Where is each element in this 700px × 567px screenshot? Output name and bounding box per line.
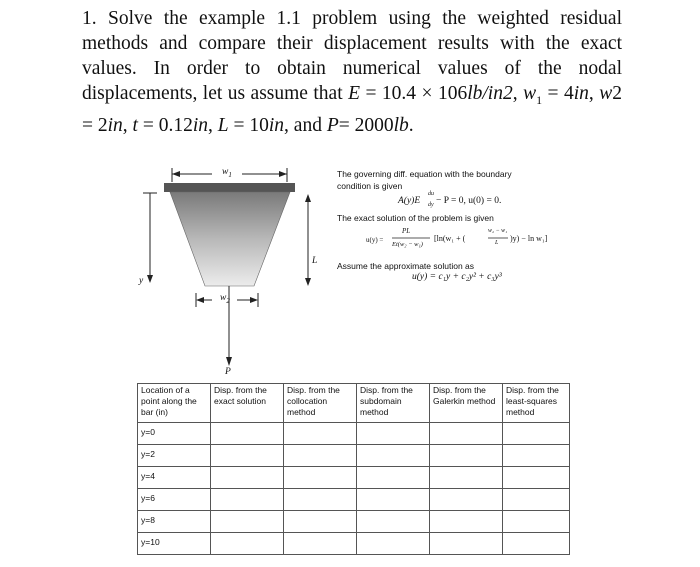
inner-fraction-num: w₂ − w₁ [488, 228, 508, 234]
symbol-P: P [326, 114, 339, 136]
table-row [138, 467, 570, 489]
y-label: y [139, 276, 144, 286]
cell-least-squares[interactable] [503, 533, 570, 555]
unit-t: in [192, 114, 209, 136]
header-exact: Disp. from the exact solution [211, 384, 284, 423]
cell-galerkin[interactable] [430, 533, 503, 555]
unit-L: in [268, 114, 285, 136]
cell-subdomain[interactable] [357, 467, 430, 489]
cell-subdomain[interactable] [357, 489, 430, 511]
cell-collocation[interactable] [284, 467, 357, 489]
cell-exact[interactable] [211, 467, 284, 489]
cell-galerkin[interactable] [430, 423, 503, 445]
w2-label-text: w [220, 293, 227, 303]
table-row [138, 533, 570, 555]
cell-galerkin[interactable] [430, 511, 503, 533]
symbol-w1: w [523, 83, 537, 104]
cell-galerkin[interactable] [430, 445, 503, 467]
separator: , [588, 83, 600, 104]
w1-label-sub: 1 [228, 170, 232, 179]
value-t: = 0.12 [137, 114, 193, 136]
row-label: y=4 [138, 467, 211, 489]
cell-galerkin[interactable] [430, 467, 503, 489]
subscript-w1: 1 [536, 92, 543, 107]
header-collocation: Disp. from the collocation method [284, 384, 357, 423]
governing-eq-intro-2: condition is given [337, 181, 403, 191]
separator: , [208, 114, 218, 136]
header-subdomain: Disp. from the subdomain method [357, 384, 430, 423]
row-label: y=6 [138, 489, 211, 511]
symbol-w2: w [599, 83, 613, 104]
header-least-squares: Disp. from the least-squares method [503, 384, 570, 423]
cell-exact[interactable] [211, 445, 284, 467]
governing-eq-intro: The governing diff. equation with the boundary [337, 169, 512, 179]
table-row [138, 489, 570, 511]
value-L: = 10 [228, 114, 269, 136]
table-row [138, 423, 570, 445]
exact-solution-intro: The exact solution of the problem is given [337, 213, 494, 223]
w2-label-sub: 2 [226, 296, 230, 305]
value-E: = 10.4 × 106 [360, 83, 468, 104]
unit-E: lb/in2 [467, 83, 513, 104]
cell-collocation[interactable] [284, 445, 357, 467]
cell-exact[interactable] [211, 489, 284, 511]
table-header-row [138, 384, 570, 423]
cell-exact[interactable] [211, 533, 284, 555]
row-label: y=0 [138, 423, 211, 445]
symbol-E: E [348, 83, 361, 104]
cell-exact[interactable] [211, 511, 284, 533]
cell-subdomain[interactable] [357, 423, 430, 445]
cell-least-squares[interactable] [503, 511, 570, 533]
L-label: L [312, 256, 318, 266]
cell-subdomain[interactable] [357, 511, 430, 533]
table-row [138, 511, 570, 533]
approx-solution: u(y) = c₁y + c₂y² + c₃y³ [412, 272, 502, 282]
w1-label-text: w [222, 167, 229, 177]
solution-tail: )y) − ln w₁] [510, 234, 548, 243]
row-label: y=2 [138, 445, 211, 467]
inner-fraction-den: L [495, 240, 499, 246]
symbol-L: L [217, 114, 229, 136]
cell-collocation[interactable] [284, 423, 357, 445]
problem-intro: 1. Solve the example 1.1 problem using the weighted residual methods and compare their displacement results with the exact values. In order to obtain numerical values of the nodal displacements, let us assume that [82, 8, 622, 104]
unit-w1: in [573, 83, 589, 104]
header-location: Location of a point along the bar (in) [138, 384, 211, 423]
solution-body: [ln(w₁ + ( [434, 234, 466, 243]
cell-least-squares[interactable] [503, 445, 570, 467]
table-row [138, 445, 570, 467]
value-w2: 2 = 2 [82, 83, 623, 136]
conjunction: , and [284, 114, 327, 136]
approx-intro: Assume the approximate solution as [337, 261, 475, 271]
cell-least-squares[interactable] [503, 423, 570, 445]
unit-w2: in [107, 114, 123, 136]
cell-subdomain[interactable] [357, 445, 430, 467]
row-label: y=10 [138, 533, 211, 555]
solution-numerator: PL [402, 227, 411, 235]
cell-collocation[interactable] [284, 533, 357, 555]
ode-rest: − P = 0, u(0) = 0. [436, 196, 502, 206]
value-P: = 2000 [338, 114, 394, 136]
period: . [408, 114, 414, 136]
cell-collocation[interactable] [284, 511, 357, 533]
row-label: y=8 [138, 511, 211, 533]
cell-collocation[interactable] [284, 489, 357, 511]
P-label: P [225, 367, 231, 377]
separator: , [122, 114, 133, 136]
ode-lhs: A(y)E [398, 196, 421, 206]
ode-du: du [428, 191, 434, 197]
ode-dy: dy [428, 202, 434, 208]
symbol-t: t [132, 114, 138, 136]
cell-exact[interactable] [211, 423, 284, 445]
solution-denominator: Et(w₂ − w₁) [392, 241, 423, 248]
separator: , [512, 83, 524, 104]
results-table [137, 383, 570, 555]
cell-least-squares[interactable] [503, 489, 570, 511]
value-w1: = 4 [542, 83, 574, 104]
cell-galerkin[interactable] [430, 489, 503, 511]
solution-lhs: u(y) = [366, 236, 384, 244]
unit-P: lb [393, 114, 409, 136]
header-galerkin: Disp. from the Galerkin method [430, 384, 503, 423]
cell-least-squares[interactable] [503, 467, 570, 489]
cell-subdomain[interactable] [357, 533, 430, 555]
